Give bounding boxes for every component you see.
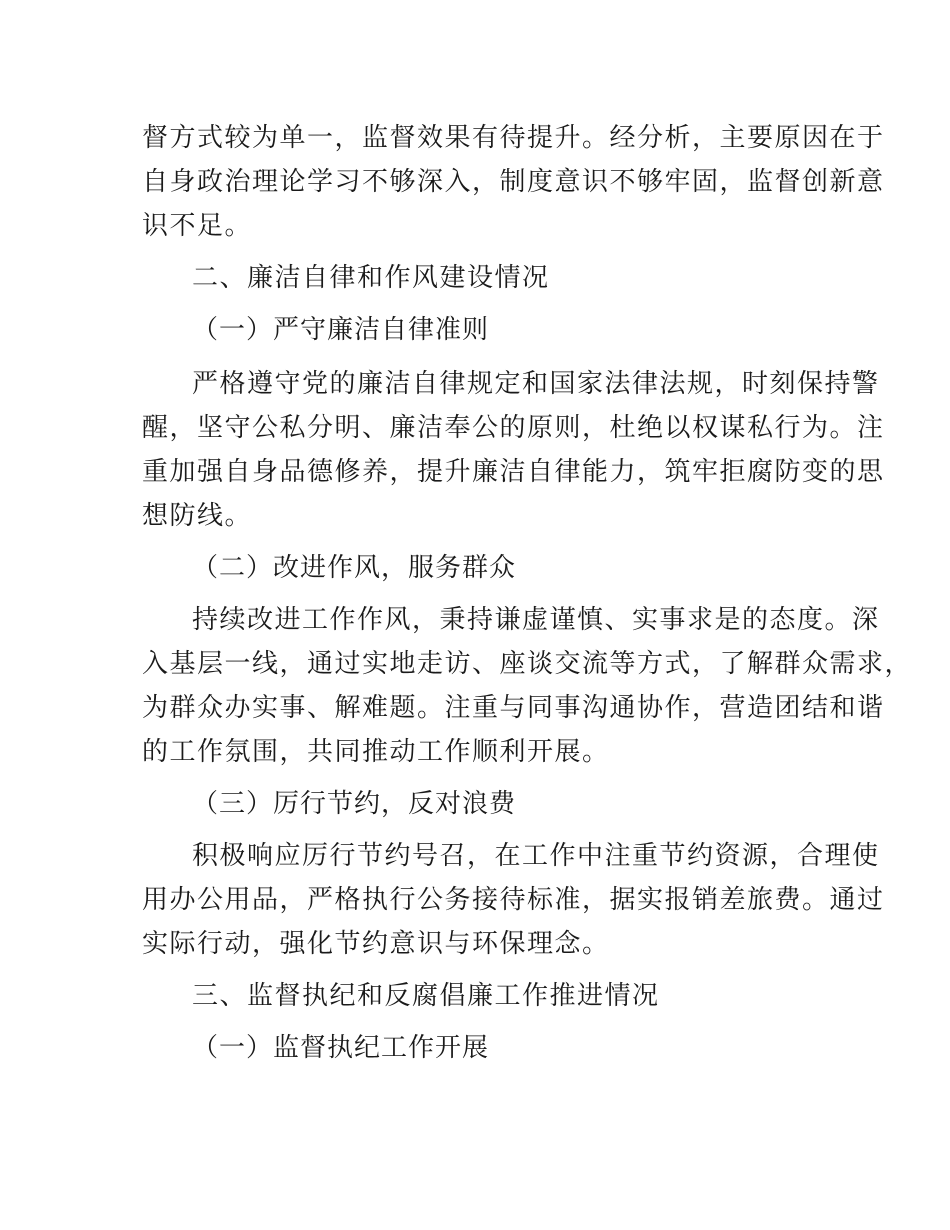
subsection-heading-2-2: （二）改进作风，服务群众 bbox=[192, 553, 517, 583]
subsection-heading-3-1: （一）监督执纪工作开展 bbox=[192, 1033, 490, 1063]
paragraph-line: 识不足。 bbox=[142, 211, 253, 241]
section-heading-3: 三、监督执纪和反腐倡廉工作推进情况 bbox=[192, 981, 660, 1011]
paragraph-line: 重加强自身品德修养，提升廉洁自律能力，筑牢拒腐防变的思 bbox=[142, 457, 885, 487]
paragraph-line: 严格遵守党的廉洁自律规定和国家法律法规，时刻保持警 bbox=[192, 369, 880, 399]
section-heading-2: 二、廉洁自律和作风建设情况 bbox=[192, 263, 550, 293]
paragraph-line: 实际行动，强化节约意识与环保理念。 bbox=[142, 929, 610, 959]
paragraph-line: 的工作氛围，共同推动工作顺利开展。 bbox=[142, 737, 610, 767]
subsection-heading-2-3: （三）厉行节约，反对浪费 bbox=[192, 789, 517, 819]
paragraph-line: 持续改进工作作风，秉持谦虚谨慎、实事求是的态度。深 bbox=[192, 605, 880, 635]
paragraph-line: 想防线。 bbox=[142, 501, 253, 531]
paragraph-line: 醒，坚守公私分明、廉洁奉公的原则，杜绝以权谋私行为。注 bbox=[142, 413, 885, 443]
paragraph-line: 自身政治理论学习不够深入，制度意识不够牢固，监督创新意 bbox=[142, 167, 885, 197]
paragraph-line: 积极响应厉行节约号召，在工作中注重节约资源，合理使 bbox=[192, 841, 880, 871]
subsection-heading-2-1: （一）严守廉洁自律准则 bbox=[192, 315, 490, 345]
paragraph-line: 督方式较为单一，监督效果有待提升。经分析，主要原因在于 bbox=[142, 123, 885, 153]
paragraph-line: 为群众办实事、解难题。注重与同事沟通协作，营造团结和谐 bbox=[142, 693, 885, 723]
paragraph-line: 用办公用品，严格执行公务接待标准，据实报销差旅费。通过 bbox=[142, 885, 885, 915]
paragraph-line: 入基层一线，通过实地走访、座谈交流等方式，了解群众需求， bbox=[142, 649, 913, 679]
